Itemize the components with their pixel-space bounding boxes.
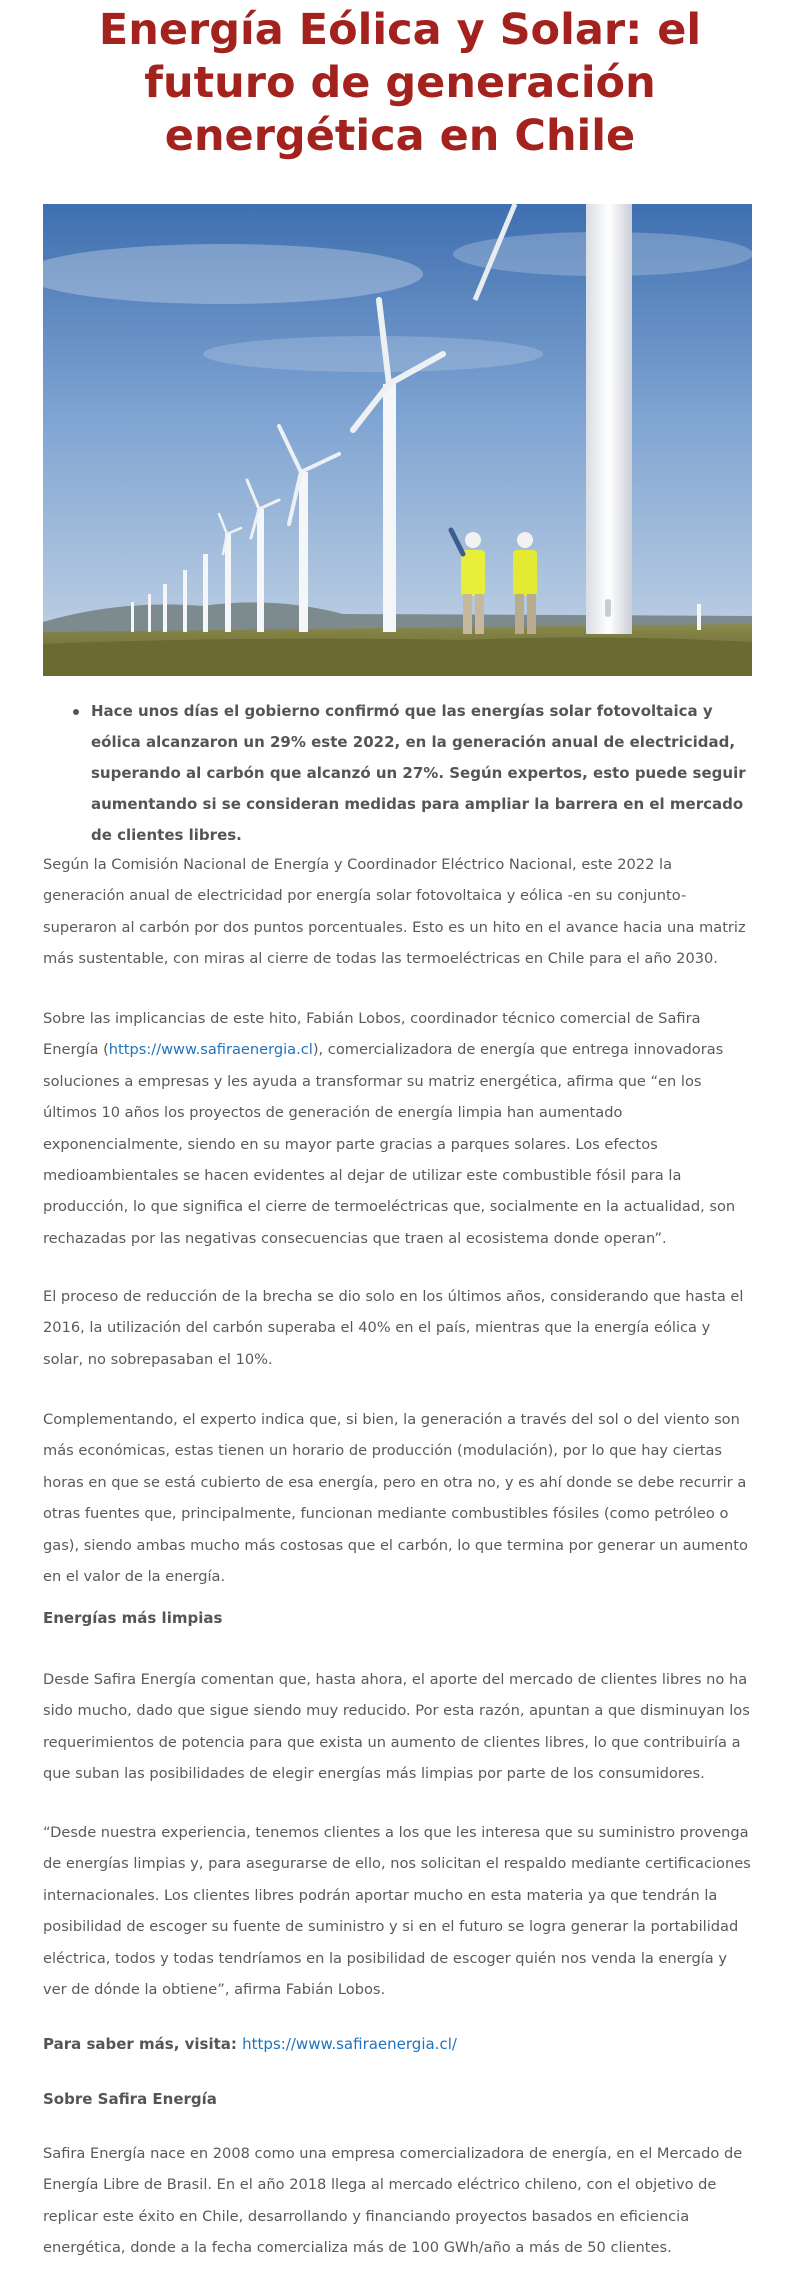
paragraph-6: “Desde nuestra experiencia, tenemos clientes a los que les interesa que su suministro provenga de energías limpias y, para asegurarse de ello, nos solicitan el respaldo mediante certificaciones internacionales. Los clientes libres podrán aportar mucho en esta materia ya que tendrán la posibilidad de escoger su fuente de suministro y si en el futuro se logra generar la portabilidad eléctrica, todos y todas tendríamos en la posibilidad de escoger quién nos venda la energía y ver de dónde la obtiene”, afirma Fabián Lobos. [43, 1824, 751, 1999]
paragraph-2 [43, 1003, 755, 1254]
paragraph-5: Desde Safira Energía comentan que, hasta ahora, el aporte del mercado de clientes libres no ha sido mucho, dado que sigue siendo muy reducido. Por esta razón, apuntan a que disminuyan los requerimientos de potencia para que exista un aumento de clientes libres, lo que contribuiría a que suban las posibilidades de elegir energías más limpias por parte de los consumidores. [43, 1671, 750, 1783]
wind-turbines-photo [43, 204, 752, 676]
learn-more-label: Para saber más, visita: [43, 2035, 237, 2053]
paragraph-1: Según la Comisión Nacional de Energía y Coordinador Eléctrico Nacional, este 2022 la generación anual de electricidad por energía solar fotovoltaica y eólica -en su conjunto- superaron al carbón por dos puntos porcentuales. Esto es un hito en el avance hacia una matriz más sustentable, con miras al cierre de todas las termoeléctricas en Chile para el año 2030. [43, 856, 746, 968]
paragraph-4: Complementando, el experto indica que, si bien, la generación a través del sol o del viento son más económicas, estas tienen un horario de producción (modulación), por lo que hay ciertas horas en que se está cubierto de esa energía, pero en otra no, y es ahí donde se debe recurrir a otras fuentes que, principalmente, funcionan mediante combustibles fósiles (como petróleo o gas), siendo ambas mucho más costosas que el carbón, lo que termina por generar un aumento en el valor de la energía. [43, 1411, 748, 1586]
learn-more-link[interactable]: https://www.safiraenergia.cl/ [242, 2035, 457, 2053]
safira-website-link[interactable]: https://www.safiraenergia.cl [108, 1041, 313, 1059]
paragraph-3: El proceso de reducción de la brecha se dio solo en los últimos años, considerando que hasta el 2016, la utilización del carbón superaba el 40% en el país, mientras que la energía eólica y solar, no sobrepasaban el 10%. [43, 1288, 744, 1368]
bullet-dot-icon [73, 709, 79, 715]
summary-bullets [43, 696, 752, 851]
hero-image [43, 204, 752, 676]
section-heading-cleaner-energy: Energías más limpias [43, 1609, 223, 1627]
article-title: Energía Eólica y Solar: el futuro de generación energética en Chile [98, 5, 702, 161]
summary-bullet [43, 696, 752, 851]
learn-more-line [43, 2029, 755, 2060]
paragraph-7: Safira Energía nace en 2008 como una empresa comercializadora de energía, en el Mercado de Energía Libre de Brasil. En el año 2018 llega al mercado eléctrico chileno, con el objetivo de replicar este éxito en Chile, desarrollando y financiando proyectos basados en eficiencia energética, donde a la fecha comercializa más de 100 GWh/año a más de 50 clientes. [43, 2145, 743, 2257]
paragraph-2-body: ), comercializadora de energía que entrega innovadoras soluciones a empresas y les ayuda a transformar su matriz energética, afirma que “en los últimos 10 años los proyectos de generación de energía limpia han aumentado exponencialmente, siendo en su mayor parte gracias a parques solares. Los efectos medioambientales se hacen evidentes al dejar de utilizar este combustible fósil para la producción, lo que significa el cierre de termoeléctricas que, socialmente en la actualidad, son rechazadas por las negativas consecuencias que traen al ecosistema donde operan”. [43, 1041, 736, 1247]
section-heading-about-safira: Sobre Safira Energía [43, 2090, 217, 2108]
paragraph-2-intro: Sobre las implicancias de este hito, Fabián Lobos, coordinador técnico comercial de Safira Energía ( [43, 1010, 701, 1059]
summary-bullet-text: Hace unos días el gobierno confirmó que las energías solar fotovoltaica y eólica alcanzaron un 29% este 2022, en la generación anual de electricidad, superando al carbón que alcanzó un 27%. Según expertos, esto puede seguir aumentando si se consideran medidas para ampliar la barrera en el mercado de clientes libres. [91, 702, 746, 844]
